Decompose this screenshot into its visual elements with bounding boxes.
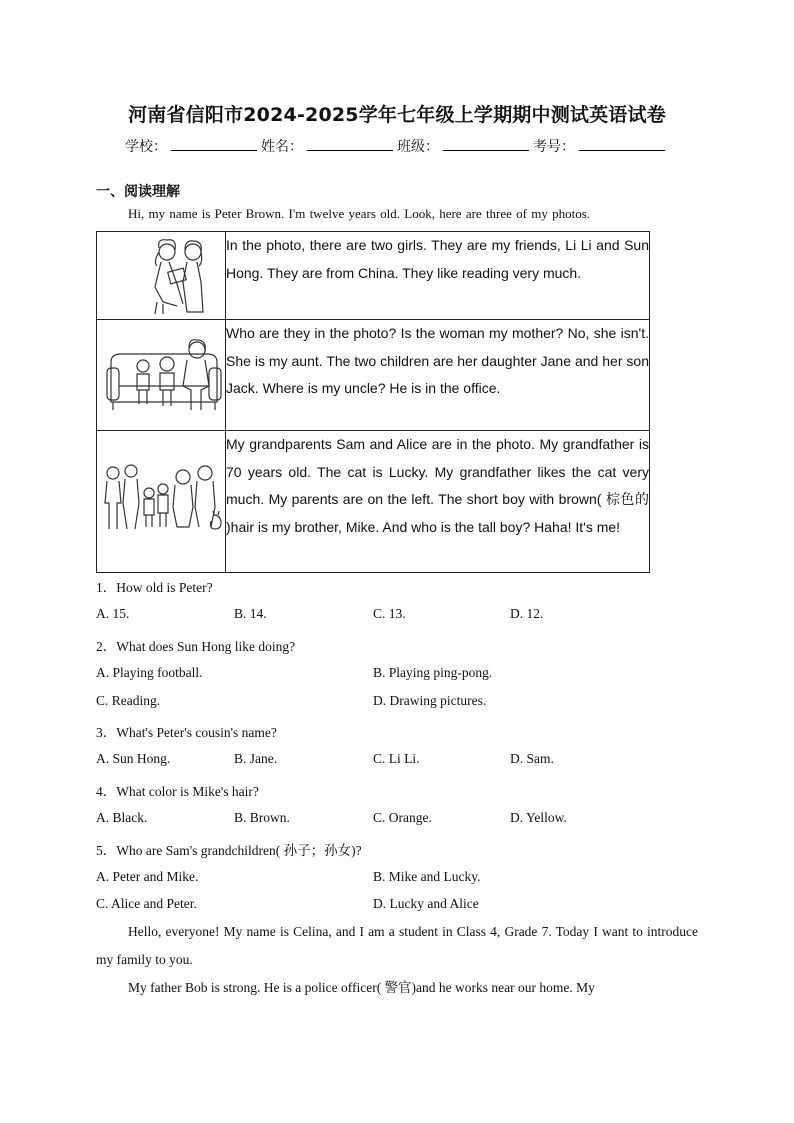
passage-text: Hello, everyone! My name is Celina, and I am a student in Class 4, Grade 7. Today I want to introduce my family to you.	[96, 924, 698, 967]
question-2: 2．What does Sun Hong like doing?	[96, 639, 296, 654]
option-b[interactable]: B. Mike and Lucky.	[373, 869, 481, 884]
photo-cell	[97, 431, 226, 573]
option-b[interactable]: B. Playing ping-pong.	[373, 665, 493, 680]
option-b[interactable]: B. Brown.	[234, 810, 290, 825]
option-c[interactable]: C. Li Li.	[373, 751, 420, 766]
option-d[interactable]: D. Yellow.	[510, 810, 567, 825]
question-3: 3．What's Peter's cousin's name?	[96, 725, 277, 740]
photo-text: In the photo, there are two girls. They are my friends, Li Li and Sun Hong. They are from China. They like reading very much.	[226, 232, 650, 320]
name-field[interactable]	[307, 136, 393, 151]
photo-cell	[97, 232, 226, 320]
photo-cell	[97, 320, 226, 431]
option-d[interactable]: D. Lucky and Alice	[373, 896, 479, 911]
photo-table	[96, 231, 650, 573]
passage-paragraph	[96, 974, 698, 1002]
exam-number-label: 考号：	[533, 139, 575, 155]
option-c[interactable]: C. 13.	[373, 606, 406, 621]
passage-paragraph	[96, 918, 698, 974]
family-group-with-cat-illustration	[97, 431, 225, 572]
question-5: 5．Who are Sam's grandchildren( 孙子；孙女)?	[96, 843, 362, 858]
photo-row	[97, 232, 650, 320]
photo-row	[97, 431, 650, 573]
section-heading: 一、阅读理解	[96, 184, 180, 200]
school-label: 学校：	[125, 139, 167, 155]
name-label: 姓名：	[261, 139, 303, 155]
option-c[interactable]: C. Alice and Peter.	[96, 896, 197, 911]
exam-number-field[interactable]	[579, 136, 665, 151]
option-b[interactable]: B. 14.	[234, 606, 267, 621]
passage-text: My father Bob is strong. He is a police officer( 警官)and he works near our home. My	[128, 980, 595, 995]
option-a[interactable]: A. Black.	[96, 810, 148, 825]
student-info-line	[125, 136, 669, 156]
option-d[interactable]: D. Drawing pictures.	[373, 693, 487, 708]
page-title: 河南省信阳市2024-2025学年七年级上学期期中测试英语试卷	[128, 104, 666, 126]
option-a[interactable]: A. 15.	[96, 606, 130, 621]
option-b[interactable]: B. Jane.	[234, 751, 278, 766]
class-label: 班级：	[397, 139, 439, 155]
option-c[interactable]: C. Reading.	[96, 693, 161, 708]
class-field[interactable]	[443, 136, 529, 151]
photo-text: Who are they in the photo? Is the woman my mother? No, she isn't. She is my aunt. The two children are her daughter Jane and her son Jack. Where is my uncle? He is in the office.	[226, 320, 650, 431]
school-field[interactable]	[171, 136, 257, 151]
question-4: 4．What color is Mike's hair?	[96, 784, 259, 799]
option-a[interactable]: A. Playing football.	[96, 665, 203, 680]
option-d[interactable]: D. Sam.	[510, 751, 554, 766]
option-d[interactable]: D. 12.	[510, 606, 544, 621]
option-a[interactable]: A. Peter and Mike.	[96, 869, 199, 884]
two-girls-reading-illustration	[97, 232, 225, 319]
option-a[interactable]: A. Sun Hong.	[96, 751, 171, 766]
reading-intro: Hi, my name is Peter Brown. I'm twelve years old. Look, here are three of my photos.	[128, 206, 591, 221]
woman-and-two-children-on-sofa-illustration	[97, 320, 225, 430]
photo-text: My grandparents Sam and Alice are in the photo. My grandfather is 70 years old. The cat is Lucky. My grandfather likes the cat very much. My parents are on the left. The short boy with brown( 棕色的 )hair is my brother, Mike. And who is the tall boy? Haha! It's me!	[226, 431, 650, 573]
question-1: 1．How old is Peter?	[96, 580, 213, 595]
photo-row	[97, 320, 650, 431]
option-c[interactable]: C. Orange.	[373, 810, 432, 825]
